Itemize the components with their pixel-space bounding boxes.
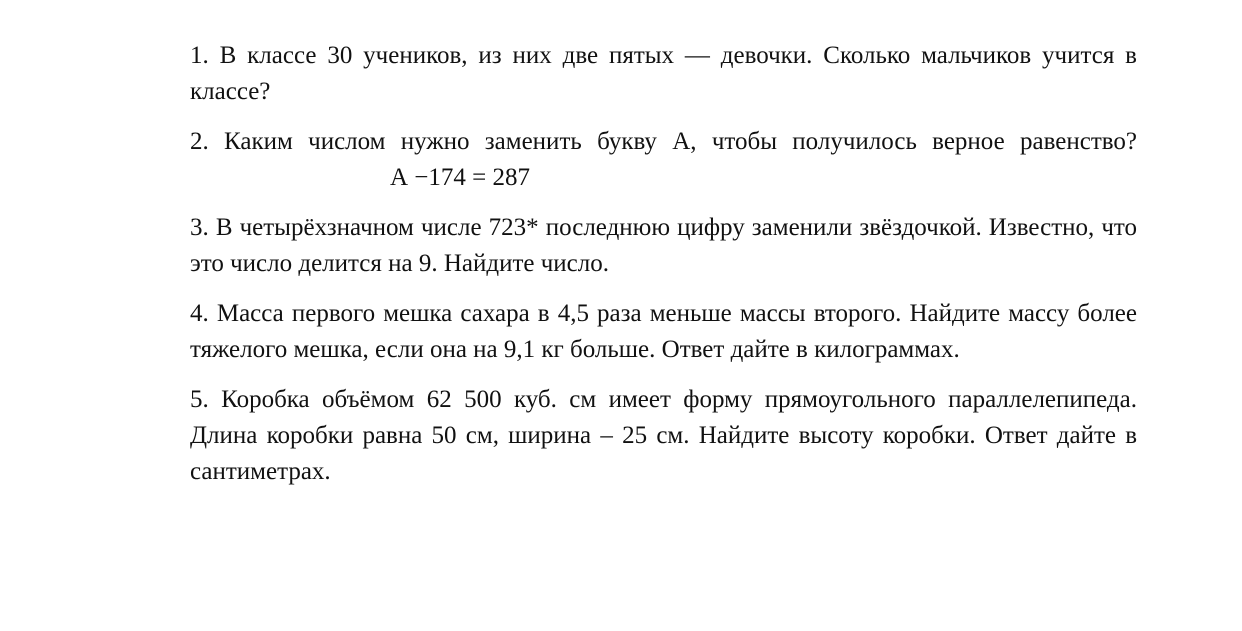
problem-4 xyxy=(190,296,1137,368)
problem-2-text: 2. Каким числом нужно заменить букву А, чтобы получилось верное равенство? xyxy=(190,128,1137,155)
problem-2-equation: А −174 = 287 xyxy=(390,164,531,191)
problem-4-text: 4. Масса первого мешка сахара в 4,5 раза меньше массы второго. Найдите массу более тяжелого мешка, если она на 9,1 кг больше. Ответ дайте в килограммах. xyxy=(190,300,1137,363)
problem-3 xyxy=(190,210,1137,282)
problem-5 xyxy=(190,382,1137,490)
problem-1-text: 1. В классе 30 учеников, из них две пятых — девочки. Сколько мальчиков учится в классе? xyxy=(190,42,1137,105)
problem-5-text: 5. Коробка объёмом 62 500 куб. см имеет форму прямоугольного параллелепипеда. Длина коробки равна 50 см, ширина – 25 см. Найдите высоту коробки. Ответ дайте в сантиметрах. xyxy=(190,386,1137,485)
problem-3-text: 3. В четырёхзначном числе 723* последнюю цифру заменили звёздочкой. Известно, что это число делится на 9. Найдите число. xyxy=(190,214,1137,277)
problem-sheet xyxy=(190,38,1137,504)
problem-2 xyxy=(190,124,1137,196)
problem-1 xyxy=(190,38,1137,110)
